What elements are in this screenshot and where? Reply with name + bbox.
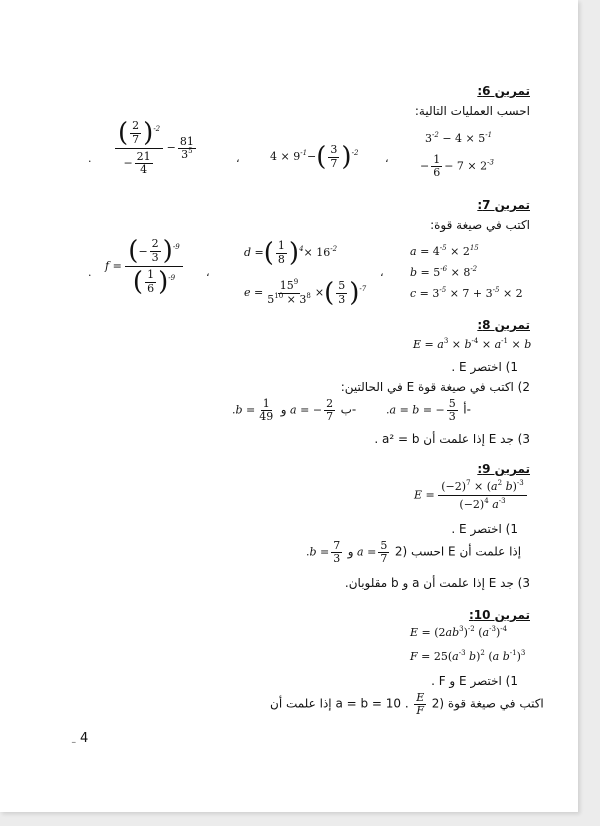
exercise-10-expression-e: $E = (2ab^3)^{-2}$ $(a^{-3})^{-4}$ [410, 625, 508, 639]
exercise-8-title: تمرين 8: [477, 318, 530, 332]
exercise-9-question-2: .b = $\frac{7}{3}$ و a = $\frac{5}{7}$ 2) احسب E إذا علمت أن [306, 539, 522, 566]
separator-comma: ، [236, 152, 240, 165]
exercise-8-question-2: 2) اكتب في صيغة قوة E في الحالتين: [340, 380, 530, 394]
exercise-7-expr-d: d = ( $\frac{1}{8}$ ) $^4\times 16^{-2}$ [244, 238, 338, 268]
exercise-9-question-3: 3) جد E إذا علمت أن a و b مقلوبان. [344, 576, 530, 590]
separator-dot: . [88, 152, 92, 165]
exercise-8-case-b: .b = $\frac{1}{49}$ و a = − $\frac{2}{7}$ ب- [232, 397, 357, 424]
exercise-9-title: تمرين 9: [477, 462, 530, 476]
page-number: 4 [80, 731, 89, 746]
exercise-10-expression-f: $F = 25(a^{-3}$ b)$^2$ (a $b^{-1})^3$ [410, 649, 526, 663]
exercise-9-question-1: 1) اختصر E . [451, 522, 518, 536]
exercise-10-question-1: 1) اختصر E و F . [431, 674, 518, 688]
exercise-8-expression: $E = a^3 \times b^{-4} \times a^{-1} \times b$ [413, 337, 532, 351]
exercise-7-instruction: اكتب في صيغة قوة: [430, 218, 530, 232]
exercise-8-case-a: .a = b = − $\frac{5}{3}$ أ- [386, 397, 471, 424]
exercise-6-title: تمرين 6: [477, 84, 530, 98]
exercise-7-expr-b: $b = 5^{-6} \times 8^{-2}$ [410, 265, 478, 279]
exercise-6-expr-1-line-2: − $\frac{1}{6}$ − $7 \times 2^{-3}$ [420, 153, 494, 180]
page-mark: ـ [72, 732, 76, 746]
exercise-7-expr-a: $a = 4^{-5} \times 2^{15}$ [410, 244, 479, 258]
separator-dot: . [88, 266, 92, 279]
separator-comma: ، [380, 266, 384, 279]
exercise-6-expr-2: $4 \times 9^{-1}-$ ( $\frac{3}{7}$ ) $^{-2}$ [270, 142, 359, 172]
exercise-7-title: تمرين 7: [477, 198, 530, 212]
exercise-7-expr-f: f = ( − $\frac{2}{3}$ ) $^{-9}$ ( $\frac{1}{6}$ ) $^{-9}$ [105, 238, 183, 295]
exercise-10-question-2: إذا علمت أن a = b = 10 . $\frac{E}{F}$ 2) اكتب في صيغة قوة [270, 691, 544, 718]
separator-comma: ، [385, 152, 389, 165]
exercise-7-expr-c: $c = 3^{-5} \times 7 + 3^{-5} \times 2$ [410, 286, 523, 300]
separator-comma: ، [206, 266, 210, 279]
exercise-9-expression: E = $\frac{(-2)^7 \times (a^2 b)^{-3}}{(-2)^4 a^{-3}}$ [414, 480, 527, 511]
exercise-6-expr-1-line-1: $3^{-2} - 4 \times 5^{-1}$ [425, 131, 493, 145]
exercise-7-expr-e: e = $\frac{15^9}{5^{10} \times 3^8}$ × ( $\frac{5}{3}$ ) $^{-7}$ [244, 278, 367, 308]
exercise-8-question-1: 1) اختصر E . [451, 360, 518, 374]
exercise-10-title: تمرين 10: [468, 608, 530, 622]
exercise-6-instruction: احسب العمليات التالية: [414, 104, 530, 118]
exercise-6-expr-3: ( $\frac{2}{7}$ ) $^{-2}$ − $\frac{21}{4}$ − $\frac{81}{3^5}$ [115, 120, 198, 176]
exercise-8-question-3: 3) جد E إذا علمت أن a² = b . [374, 432, 530, 446]
